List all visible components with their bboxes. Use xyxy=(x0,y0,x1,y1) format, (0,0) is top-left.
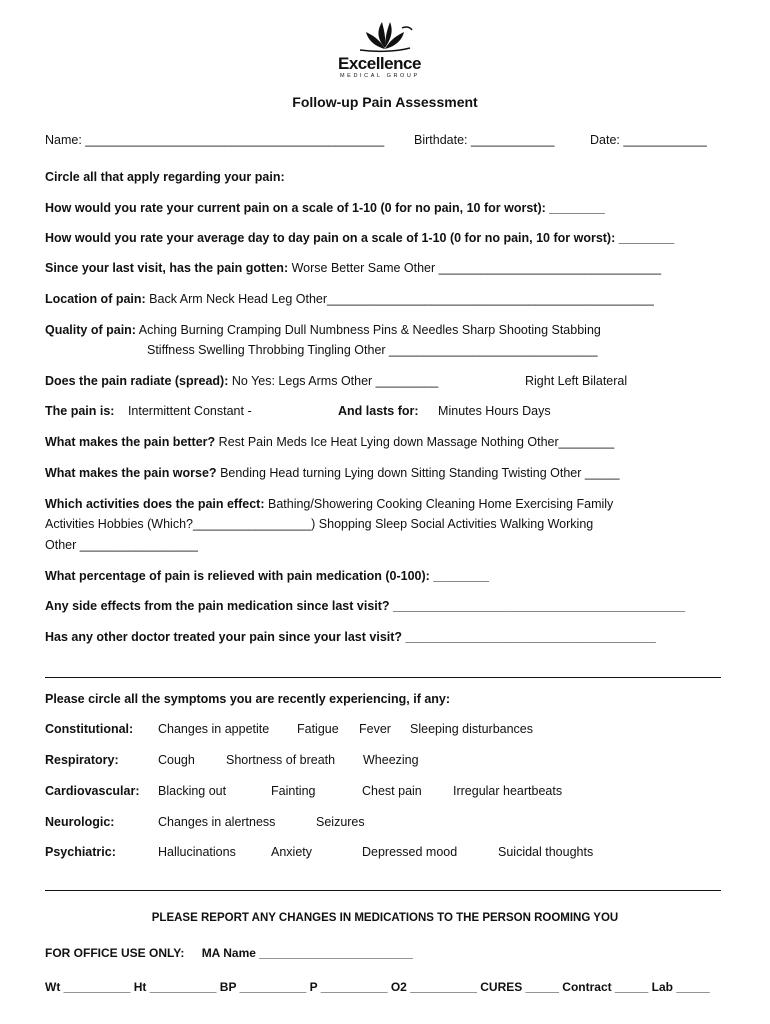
page-title: Follow-up Pain Assessment xyxy=(292,94,478,110)
lasts-for-row[interactable] xyxy=(338,404,551,418)
date-field[interactable]: Date: ____________ xyxy=(590,133,707,147)
name-field[interactable]: Name: ___________________________________________ xyxy=(45,133,385,147)
symptom-item[interactable]: Fatigue xyxy=(297,722,339,736)
radiate-label: Does the pain radiate (spread): xyxy=(45,374,229,388)
symptom-item[interactable]: Anxiety xyxy=(271,845,312,859)
symptom-item[interactable]: Shortness of breath xyxy=(226,753,336,767)
logo xyxy=(330,18,440,80)
average-pain-question[interactable]: How would you rate your average day to day pain on a scale of 1-10 (0 for no pain, 10 for worst): ________ xyxy=(45,231,675,245)
current-pain-question[interactable]: How would you rate your current pain on a scale of 1-10 (0 for no pain, 10 for worst): ________ xyxy=(45,201,605,215)
ma-name-field[interactable]: MA Name _______________________ xyxy=(201,946,413,960)
since-last-visit-options[interactable]: Worse Better Same Other ________________________________ xyxy=(291,261,662,275)
logo-subtitle: MEDICAL GROUP xyxy=(340,73,420,79)
lasts-for-label: And lasts for: xyxy=(338,404,419,418)
symptom-item[interactable]: Fainting xyxy=(271,784,316,798)
radiate-sides[interactable]: Right Left Bilateral xyxy=(525,374,628,388)
office-use-row[interactable] xyxy=(45,946,413,960)
activities-options-line3[interactable]: Other _________________ xyxy=(45,538,198,552)
birthdate-field[interactable]: Birthdate: ____________ xyxy=(414,133,555,147)
activities-options-line1[interactable]: Bathing/Showering Cooking Cleaning Home Exercising Family xyxy=(267,497,614,511)
symptom-item[interactable]: Fever xyxy=(359,722,391,736)
symptom-item[interactable]: Hallucinations xyxy=(158,845,236,859)
better-row[interactable] xyxy=(45,435,614,449)
symptom-item[interactable]: Sleeping disturbances xyxy=(410,722,533,736)
lotus-logo-icon xyxy=(330,18,440,58)
symptom-item[interactable]: Chest pain xyxy=(362,784,422,798)
activities-label: Which activities does the pain effect: xyxy=(45,497,265,511)
other-doctor-question[interactable]: Has any other doctor treated your pain since your last visit? ____________________________________ xyxy=(45,630,656,644)
pain-is-label: The pain is: xyxy=(45,404,115,418)
symptom-item[interactable]: Irregular heartbeats xyxy=(453,784,563,798)
quality-options-line2[interactable]: Stiffness Swelling Throbbing Tingling Other ______________________________ xyxy=(147,343,598,357)
location-options[interactable]: Back Arm Neck Head Leg Other_______________________________________________ xyxy=(149,292,654,306)
symptom-category-neurologic: Neurologic: xyxy=(45,815,115,829)
quality-label: Quality of pain: xyxy=(45,323,136,337)
symptom-category-psychiatric: Psychiatric: xyxy=(45,845,116,859)
section-divider xyxy=(45,677,721,678)
symptom-item[interactable]: Cough xyxy=(158,753,195,767)
pain-is-options[interactable]: Intermittent Constant - xyxy=(127,404,252,418)
office-use-label: FOR OFFICE USE ONLY: xyxy=(45,946,185,960)
symptom-category-constitutional: Constitutional: xyxy=(45,722,134,736)
activities-options-line2[interactable]: Activities Hobbies (Which?_________________) Shopping Sleep Social Activities Walking Working xyxy=(45,517,594,531)
better-label: What makes the pain better? xyxy=(45,435,216,449)
side-effects-question[interactable]: Any side effects from the pain medication since last visit? __________________________________________ xyxy=(45,599,685,613)
radiate-row[interactable] xyxy=(45,374,438,388)
symptom-item[interactable]: Changes in alertness xyxy=(158,815,276,829)
quality-options-line1[interactable]: Aching Burning Cramping Dull Numbness Pins & Needles Sharp Shooting Stabbing xyxy=(138,323,601,337)
percent-relieved-question[interactable]: What percentage of pain is relieved with pain medication (0-100): ________ xyxy=(45,569,489,583)
location-label: Location of pain: xyxy=(45,292,146,306)
symptom-item[interactable]: Depressed mood xyxy=(362,845,458,859)
radiate-options[interactable]: No Yes: Legs Arms Other _________ xyxy=(231,374,439,388)
symptom-item[interactable]: Wheezing xyxy=(363,753,419,767)
symptom-category-cardiovascular: Cardiovascular: xyxy=(45,784,140,798)
symptom-category-respiratory: Respiratory: xyxy=(45,753,119,767)
logo-wordmark: Excellence xyxy=(338,54,421,73)
report-notice: PLEASE REPORT ANY CHANGES IN MEDICATIONS TO THE PERSON ROOMING YOU xyxy=(151,912,619,924)
worse-row[interactable] xyxy=(45,466,620,480)
vitals-row[interactable]: Wt __________ Ht __________ BP __________ P __________ O2 __________ CURES _____ Contract _____ Lab _____ xyxy=(45,980,710,994)
worse-label: What makes the pain worse? xyxy=(45,466,217,480)
section-divider xyxy=(45,890,721,891)
symptom-item[interactable]: Changes in appetite xyxy=(158,722,270,736)
quality-row[interactable] xyxy=(45,323,601,337)
symptoms-heading: Please circle all the symptoms you are recently experiencing, if any: xyxy=(45,692,451,706)
symptom-item[interactable]: Seizures xyxy=(316,815,365,829)
circle-all-instruction: Circle all that apply regarding your pain: xyxy=(45,170,285,184)
better-options[interactable]: Rest Pain Meds Ice Heat Lying down Massage Nothing Other________ xyxy=(218,435,615,449)
since-last-visit-row[interactable] xyxy=(45,261,661,275)
activities-row[interactable] xyxy=(45,497,613,511)
symptom-item[interactable]: Blacking out xyxy=(158,784,227,798)
location-row[interactable] xyxy=(45,292,654,306)
lasts-for-options[interactable]: Minutes Hours Days xyxy=(438,404,551,418)
since-last-visit-label: Since your last visit, has the pain gotten: xyxy=(45,261,289,275)
pain-is-row[interactable] xyxy=(45,404,252,418)
worse-options[interactable]: Bending Head turning Lying down Sitting Standing Twisting Other _____ xyxy=(220,466,620,480)
symptom-item[interactable]: Suicidal thoughts xyxy=(498,845,594,859)
